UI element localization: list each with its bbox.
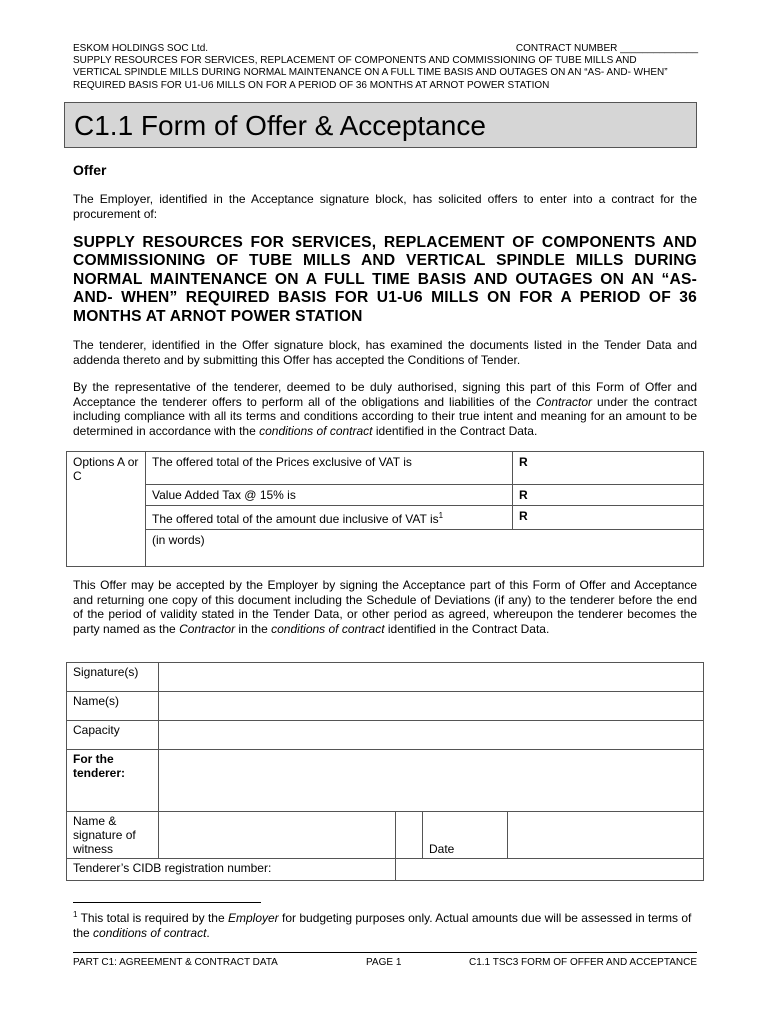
table-row bbox=[67, 859, 704, 881]
witness-label: Name & signature of witness bbox=[67, 812, 159, 859]
footer-left: PART C1: AGREEMENT & CONTRACT DATA bbox=[73, 957, 278, 968]
intro-paragraph: The Employer, identified in the Acceptance signature block, has solicited offers to enter into a contract for the procurement of: bbox=[73, 192, 697, 221]
date-field[interactable] bbox=[508, 812, 704, 859]
signature-table bbox=[66, 662, 704, 881]
footer-page-number: PAGE 1 bbox=[366, 957, 402, 968]
table-row bbox=[67, 692, 704, 721]
cidb-field[interactable] bbox=[396, 859, 704, 881]
table-row bbox=[67, 750, 704, 812]
price-excl-vat-label: The offered total of the Prices exclusive of VAT is bbox=[146, 452, 513, 485]
signature-label: Signature(s) bbox=[67, 663, 159, 692]
names-field[interactable] bbox=[159, 692, 704, 721]
page-title: C1.1 Form of Offer & Acceptance bbox=[74, 110, 486, 141]
footnote-divider bbox=[73, 902, 261, 903]
footnote: $^1$ This total is required by the Employer for budgeting purposes only. Actual amounts due will be assessed in terms of the conditions of contract. bbox=[73, 910, 692, 940]
tenderer-details-field[interactable] bbox=[159, 750, 704, 812]
table-row bbox=[67, 663, 704, 692]
capacity-label: Capacity bbox=[67, 721, 159, 750]
table-row bbox=[67, 485, 704, 506]
date-label: Date bbox=[423, 812, 508, 859]
price-excl-vat-field[interactable]: R bbox=[513, 452, 704, 485]
header-line-3: VERTICAL SPINDLE MILLS DURING NORMAL MAINTENANCE ON A FULL TIME BASIS AND OUTAGES ON AN “AS- AND- WHEN” bbox=[73, 67, 668, 79]
vat-label: Value Added Tax @ 15% is bbox=[146, 485, 513, 506]
table-row bbox=[67, 530, 704, 567]
offer-heading: Offer bbox=[73, 162, 107, 178]
acceptance-paragraph: This Offer may be accepted by the Employer by signing the Acceptance part of this Form of Offer and Acceptance and returning one copy of this document including the Schedule of Deviations (if any) to the tenderer before the end of the period of validity stated in the Tender Data, or other period as agreed, whereupon the tenderer becomes the party named as the Contractor in the conditions of contract identified in the Contract Data. bbox=[73, 578, 697, 636]
witness-spacer bbox=[396, 812, 423, 859]
title-banner bbox=[64, 102, 697, 148]
for-tenderer-label: For the tenderer: bbox=[67, 750, 159, 812]
capacity-field[interactable] bbox=[159, 721, 704, 750]
footer-divider bbox=[73, 952, 697, 953]
header-line-2: SUPPLY RESOURCES FOR SERVICES, REPLACEMENT OF COMPONENTS AND COMMISSIONING OF TUBE MILLS AND bbox=[73, 55, 637, 66]
tenderer-paragraph: The tenderer, identified in the Offer signature block, has examined the documents listed in the Tender Data and addenda thereto and by submitting this Offer has accepted the Conditions of Tender. bbox=[73, 338, 697, 367]
offer-paragraph: By the representative of the tenderer, deemed to be duly authorised, signing this part of this Form of Offer and Acceptance the tenderer offers to perform all of the obligations and liabilities of the Contractor under the contract including compliance with all its terms and conditions according to their true intent and meaning for an amount to be determined in accordance with the conditions of contract identified in the Contract Data. bbox=[73, 380, 697, 438]
amount-in-words-field[interactable]: (in words) bbox=[146, 530, 704, 567]
table-row bbox=[67, 721, 704, 750]
project-title: SUPPLY RESOURCES FOR SERVICES, REPLACEMENT OF COMPONENTS AND COMMISSIONING OF TUBE MILLS AND VERTICAL SPINDLE MILLS DURING NORMAL MAINTENANCE ON A FULL TIME BASIS AND OUTAGES ON AN “AS- AND- WHEN” REQUIRED BASIS FOR U1-U6 MILLS ON FOR A PERIOD OF 36 MONTHS AT ARNOT POWER STATION bbox=[73, 234, 697, 325]
options-cell: Options A or C bbox=[67, 452, 146, 567]
table-row bbox=[67, 812, 704, 859]
names-label: Name(s) bbox=[67, 692, 159, 721]
contract-number-field: CONTRACT NUMBER ______________ bbox=[515, 43, 698, 54]
company-name: ESKOM HOLDINGS SOC Ltd. bbox=[73, 43, 209, 54]
page-header bbox=[73, 43, 698, 92]
vat-field[interactable]: R bbox=[513, 485, 704, 506]
footer-right: C1.1 TSC3 FORM OF OFFER AND ACCEPTANCE bbox=[469, 957, 697, 968]
table-row bbox=[67, 506, 704, 530]
price-incl-vat-label: The offered total of the amount due inclusive of VAT $is^1$ bbox=[146, 506, 513, 530]
price-incl-vat-field[interactable]: R bbox=[513, 506, 704, 530]
price-table bbox=[66, 451, 704, 567]
witness-field[interactable] bbox=[159, 812, 396, 859]
cidb-label: Tenderer’s CIDB registration number: bbox=[67, 859, 396, 881]
signature-field[interactable] bbox=[159, 663, 704, 692]
table-row bbox=[67, 452, 704, 485]
header-line-4: REQUIRED BASIS FOR U1-U6 MILLS ON FOR A PERIOD OF 36 MONTHS AT ARNOT POWER STATION bbox=[73, 79, 550, 91]
